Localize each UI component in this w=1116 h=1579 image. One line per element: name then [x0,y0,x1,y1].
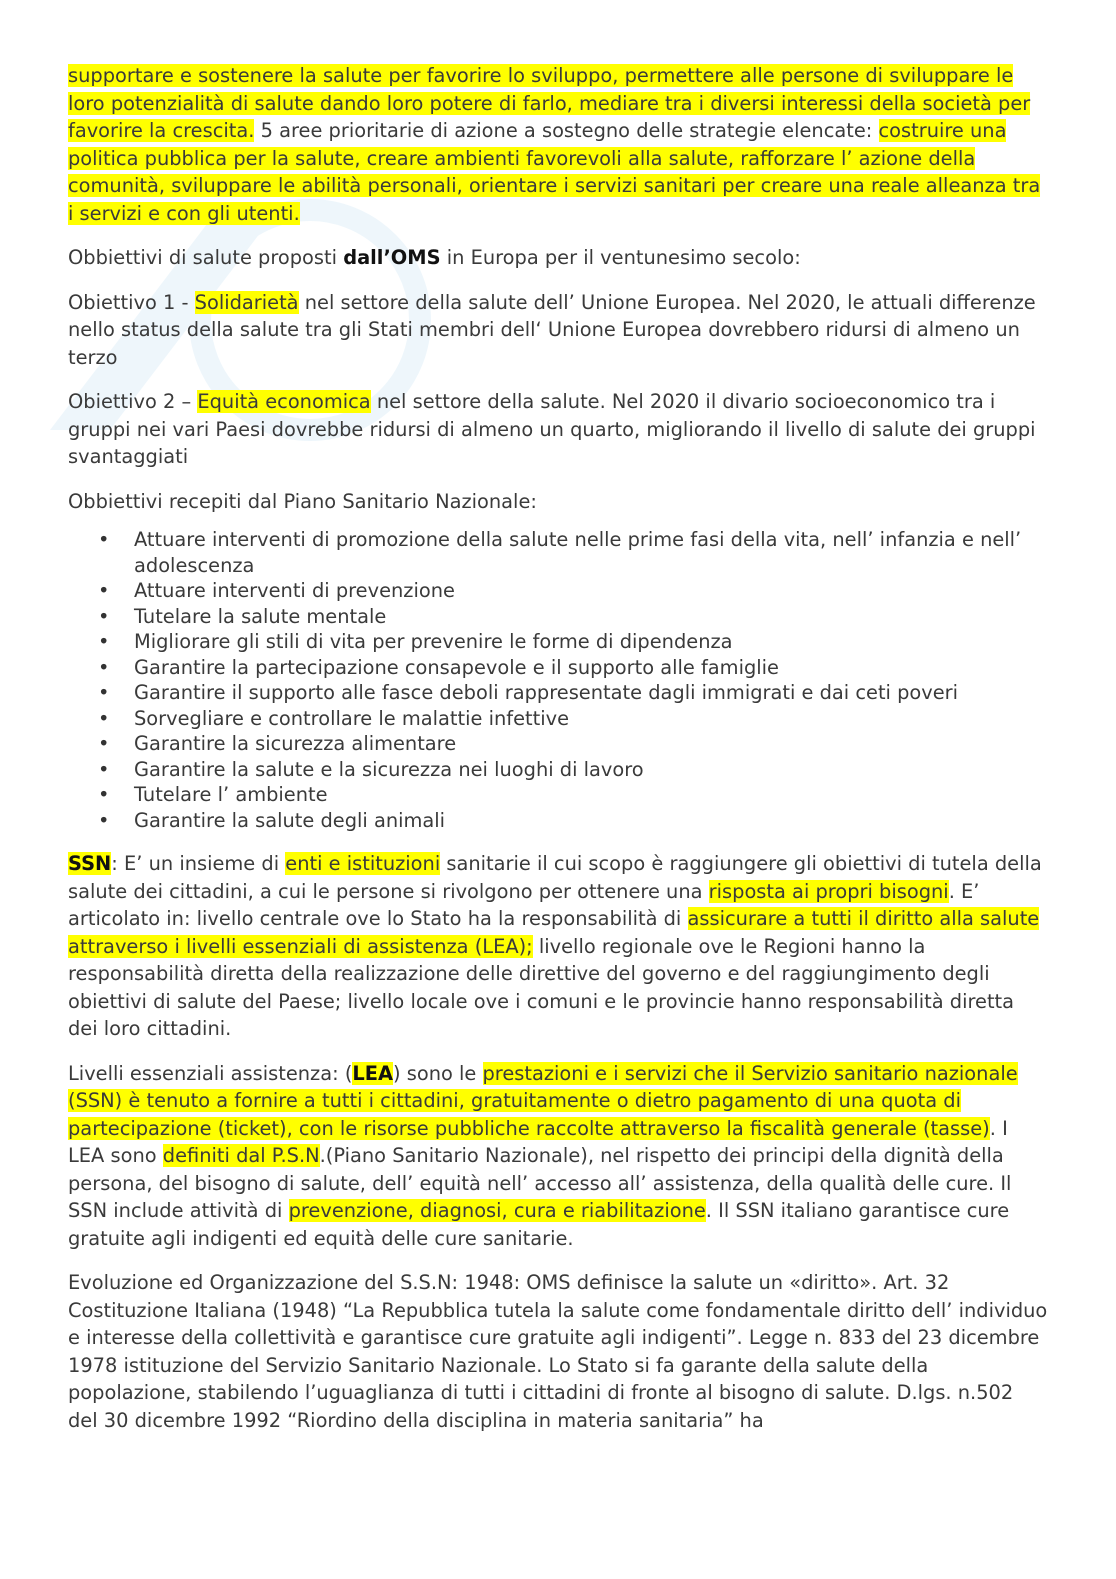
text: 5 aree prioritarie di azione a sostegno delle strategie elencate: [254,119,879,142]
bold-text: dall’OMS [343,246,441,269]
list-item: • Tutelare la salute mentale [68,604,1048,630]
text: Obiettivo 2 – [68,390,198,413]
bold-highlighted-text: LEA [352,1061,393,1085]
list-item: • Migliorare gli stili di vita per prevenire le forme di dipendenza [68,629,1048,655]
psn-objectives-list [68,527,1048,833]
highlighted-text: supportare e sostenere la salute per favorire lo sviluppo, permettere alle persone di sviluppare le loro potenzialità di salute dando loro potere di farlo, mediare tra i diversi interessi della società per favorire la crescita. [68,64,1031,142]
list-item: • Garantire la salute degli animali [68,808,1048,834]
text: .(Piano Sanitario Nazionale), nel rispetto dei principi della dignità della persona, del bisogno di salute, dell’ equità nell’ accesso all’ assistenza, della qualità delle cure. Il SSN include attività di [68,1144,1012,1222]
paragraph-ssn [68,850,1048,1043]
text: nel settore della salute dell’ Unione Europea. Nel 2020, le attuali differenze nello status della salute tra gli Stati membri dell‘ Unione Europea dovrebbero ridursi di almeno un terzo [68,290,1036,369]
highlighted-text: enti e istituzioni [285,852,441,875]
paragraph-ottawa-strategies [68,62,1048,227]
bold-highlighted-text: SSN [68,852,112,875]
list-item: • Garantire il supporto alle fasce deboli rappresentate dagli immigrati e dai ceti poveri [68,680,1048,706]
text: Livelli essenziali assistenza: ( [68,1061,353,1085]
paragraph-objective-1 [68,289,1048,372]
text: . E’ articolato in: livello centrale ove lo Stato ha la responsabilità di [68,879,980,930]
text: sanitarie il cui scopo è raggiungere gli obiettivi di tutela della salute dei cittadini, a cui le persone si rivolgono per ottenere una [68,852,1042,903]
text: nel settore della salute. Nel 2020 il divario socioeconomico tra i gruppi nei vari Paesi dovrebbe ridursi di almeno un quarto, migliorando il livello di salute dei gruppi svantaggiati [68,390,1036,468]
highlighted-text: costruire una politica pubblica per la salute, creare ambienti favorevoli alla salute, rafforzare l’ azione della comunità, sviluppare le abilità personali, orientare i servizi sanitari per creare una reale alleanza tra i servizi e con gli utenti. [68,119,1041,225]
highlighted-text: assicurare a tutti il diritto alla salute attraverso i livelli essenziali di assistenza (LEA); [68,907,1040,958]
paragraph-psn-objectives-intro: Obbiettivi recepiti dal Piano Sanitario Nazionale: [68,489,537,513]
text: . Il SSN italiano garantisce cure gratuite agli indigenti ed equità delle cure sanitarie. [68,1199,1010,1250]
highlighted-text: risposta ai propri bisogni [708,879,949,903]
highlighted-text: prestazioni e i servizi che il Servizio sanitario nazionale (SSN) è tenuto a fornire a tutti i cittadini, gratuitamente o dietro pagamento di una quota di partecipazione (ticket), con le risorse pubbliche raccolte attraverso la fiscalità generale (tasse) [68,1061,1018,1140]
paragraph-objective-2 [68,388,1048,471]
text: Obbiettivi di salute proposti [68,246,344,269]
list-item: • Attuare interventi di prevenzione [68,578,1048,604]
text: in Europa per il ventunesimo secolo: [440,246,801,269]
list-item: • Tutelare l’ ambiente [68,782,1048,808]
text: livello regionale ove le Regioni hanno la responsabilità diretta della realizzazione delle direttive del governo e del raggiungimento degli obiettivi di salute del Paese; livello locale ove i comuni e le provincie hanno responsabilità diretta dei loro cittadini. [68,934,1015,1040]
text: Obiettivo 1 - [68,290,195,314]
text: : E’ un insieme di [111,852,286,875]
list-item: • Garantire la sicurezza alimentare [68,731,1048,757]
highlighted-text: prevenzione, diagnosi, cura e riabilitazione [288,1199,706,1222]
text: . I LEA sono [68,1116,1008,1167]
list-item: • Garantire la salute e la sicurezza nei luoghi di lavoro [68,757,1048,783]
highlighted-text: definiti dal P.S.N [162,1144,320,1167]
paragraph-oms-objectives-intro [68,244,1048,272]
highlighted-text: Solidarietà [194,290,299,314]
list-item: • Sorvegliare e controllare le malattie infettive [68,706,1048,732]
list-item: • Attuare interventi di promozione della salute nelle prime fasi della vita, nell’ infanzia e nell’ adolescenza [68,527,1048,578]
paragraph-lea [68,1060,1048,1253]
text: ) sono le [393,1061,483,1085]
highlighted-text: Equità economica [197,390,371,413]
paragraph-ssn-evolution: Evoluzione ed Organizzazione del S.S.N: 1948: OMS definisce la salute un «diritto». Art. 32 Costituzione Italiana (1948) “La Repubblica tutela la salute come fondamentale diritto dell’ individuo e interesse della collettività e garantisce cure gratuite agli indigenti”. Legge n. 833 del 23 dicembre 1978 istituzione del Servizio Sanitario Nazionale. Lo Stato si fa garante della salute della popolazione, stabilendo l’uguaglianza di tutti i cittadini di fronte al bisogno di salute. D.lgs. n.502 del 30 dicembre 1992 “Riordino della disciplina in materia sanitaria” ha [68,1271,1048,1432]
document-page [68,62,1048,1451]
list-item: • Garantire la partecipazione consapevole e il supporto alle famiglie [68,655,1048,681]
